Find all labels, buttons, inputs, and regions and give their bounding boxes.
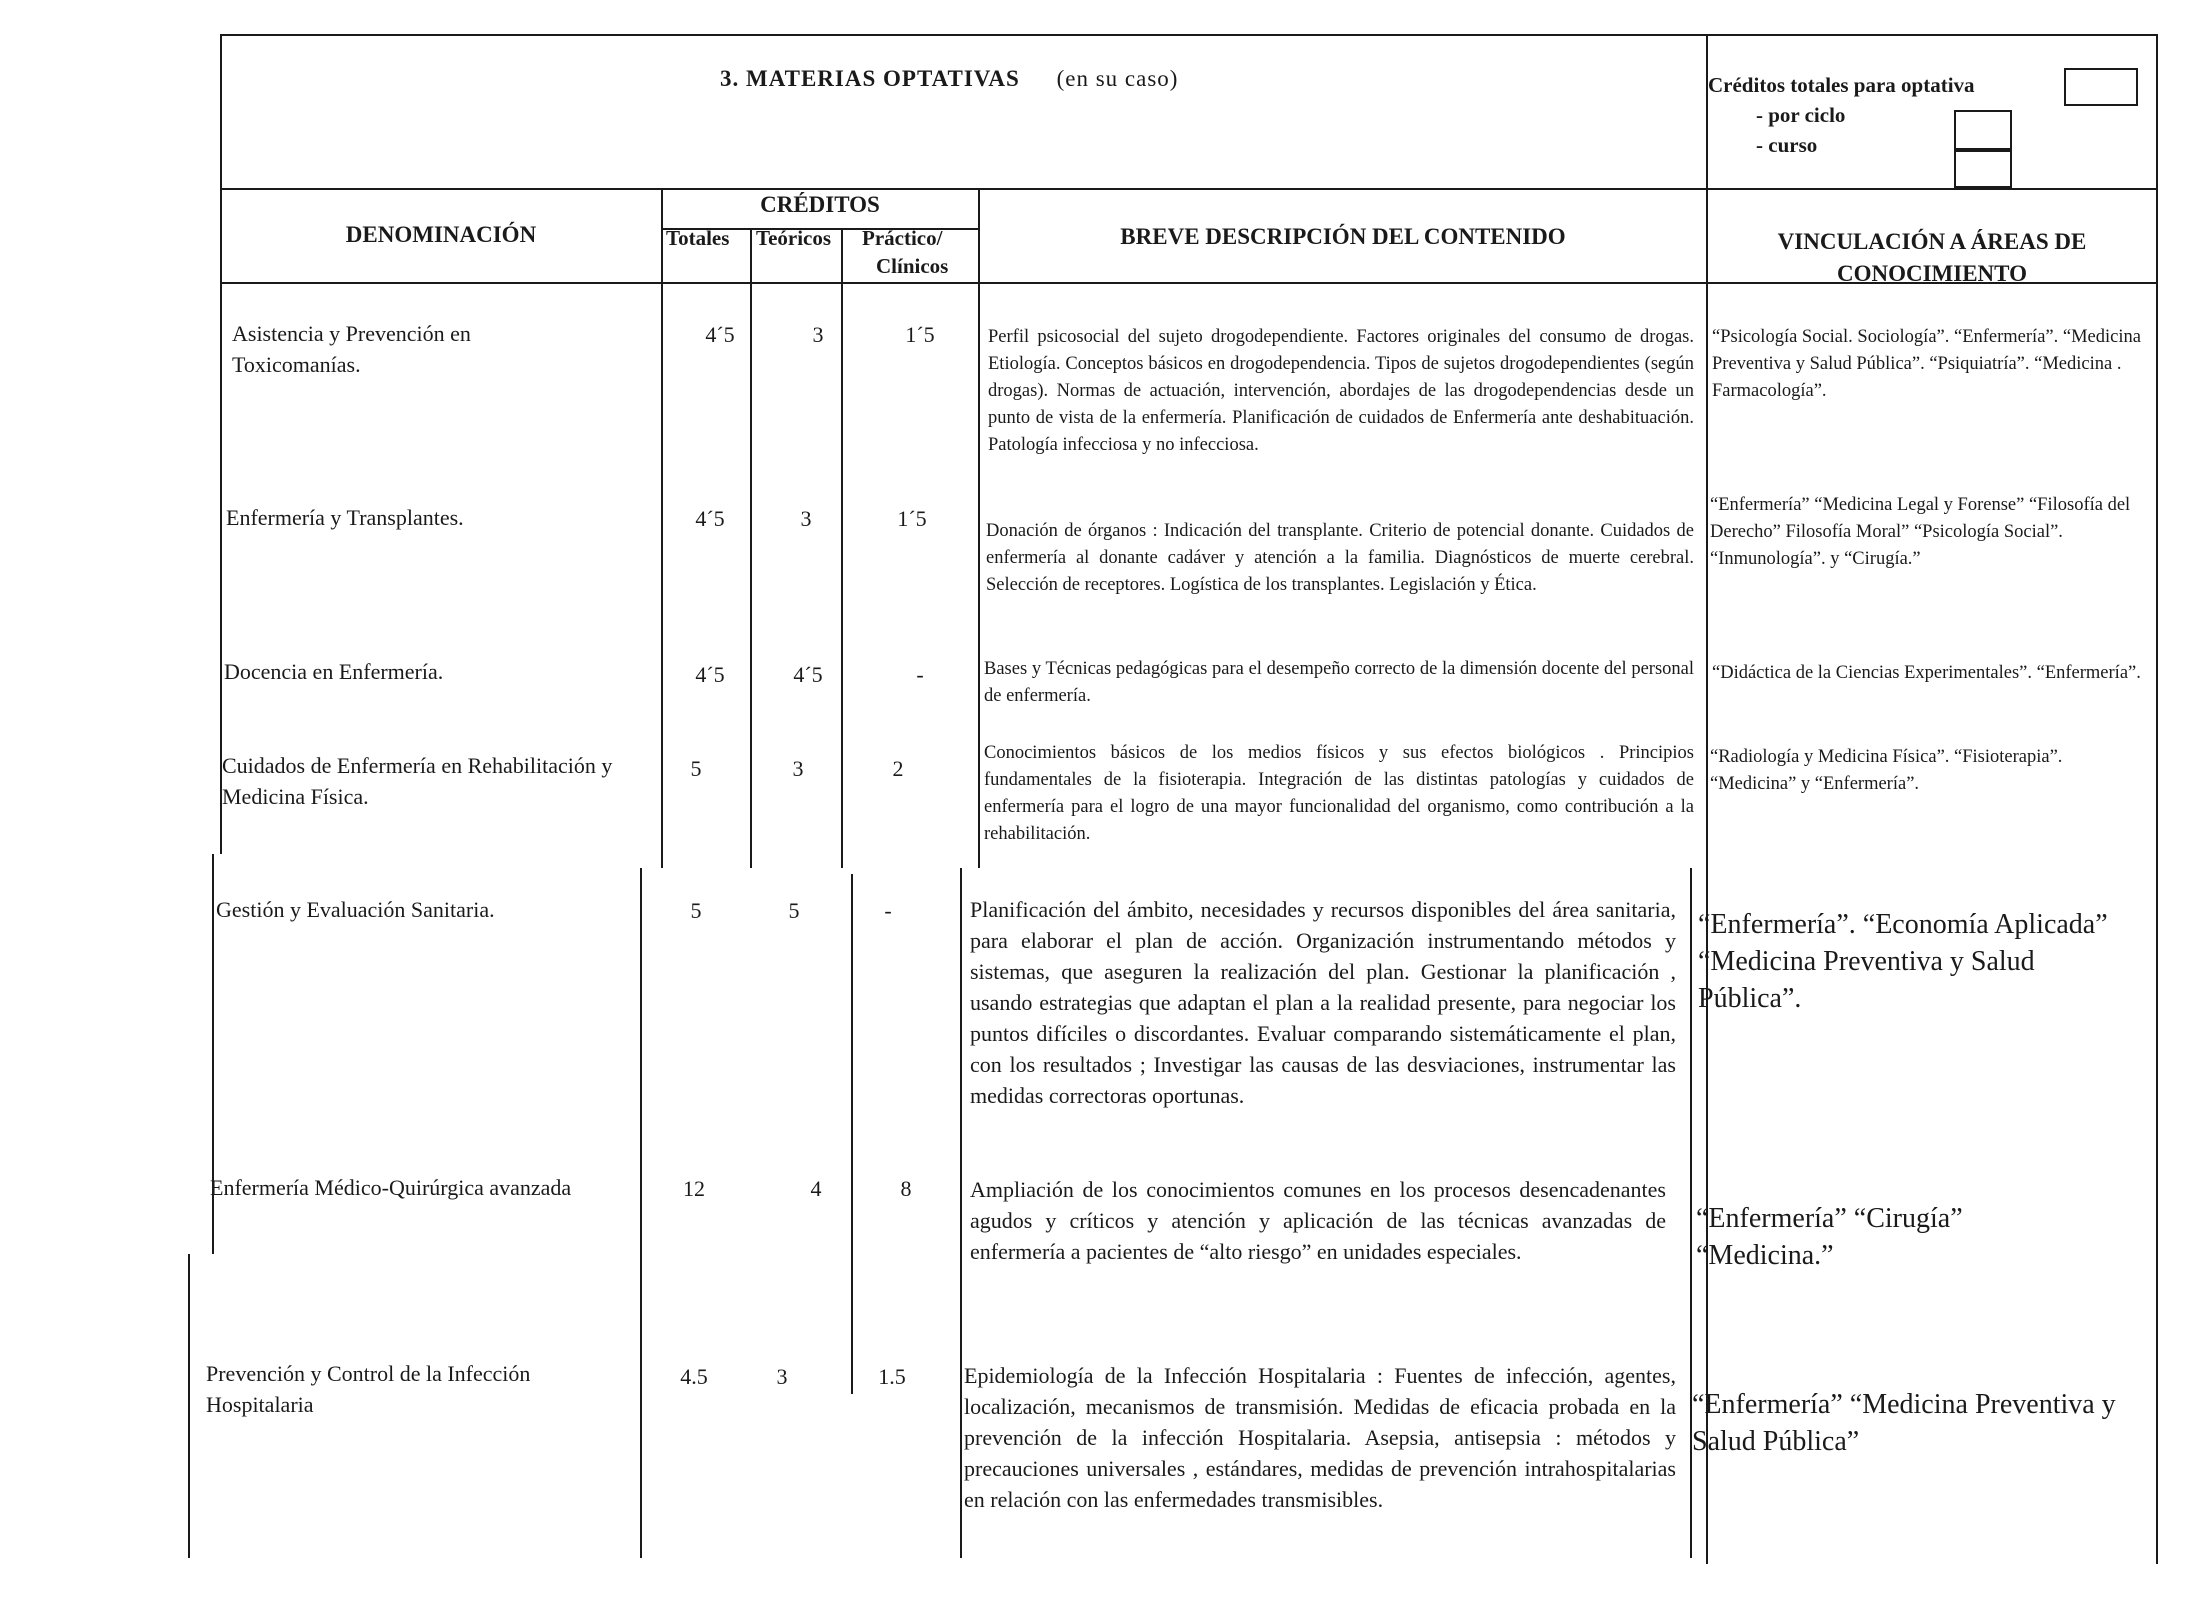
row-name: Prevención y Control de la Infección Hospitalaria: [206, 1361, 531, 1417]
row-description: Ampliación de los conocimientos comunes en los procesos desencadenantes agudos y críticos y atención y aplicación de las técnicas avanzadas de enfermería a pacientes de “alto riesgo” en unidades especiales.: [970, 1177, 1666, 1264]
col-creditos: CRÉDITOS: [760, 192, 880, 217]
row-description: Donación de órganos : Indicación del transplante. Criterio de potencial donante. Cuidados de enfermería al donante cadáver y atención a la familia. Diagnósticos de muerte cerebral. Selección de receptores. Logística de los transplantes. Legislación y Ética.: [986, 521, 1694, 595]
row-totales: 4´5: [695, 662, 725, 687]
row-practicos: -: [884, 898, 892, 923]
col-totales: Totales: [666, 226, 730, 250]
credit-box-line2: - por ciclo: [1756, 103, 1846, 127]
row-practicos: 2: [892, 756, 904, 781]
row-vinculacion: “Radiología y Medicina Física”. “Fisioterapia”. “Medicina” y “Enfermería”.: [1710, 747, 2063, 794]
row-name: Asistencia y Prevención en Toxicomanías.: [232, 321, 471, 377]
row-teoricos: 3: [800, 506, 812, 531]
row-teoricos: 4: [810, 1176, 822, 1201]
row-description: Planificación del ámbito, necesidades y recursos disponibles del área sanitaria, para elaborar el plan de acción. Organización instrumentando métodos y sistemas, que aseguren la realización del plan. Gestionar la planificación , usando estrategias que adaptan el plan a la realidad presente, para negociar los puntos difíciles o discordantes. Evaluar comparando sistemáticamente el plan, con los resultados ; Investigar las causas de las desviaciones, instrumentar las medidas correctoras oportunas.: [970, 897, 1676, 1108]
row-vinculacion: “Didáctica de la Ciencias Experimentales”. “Enfermería”.: [1712, 663, 2141, 683]
row-name: Enfermería y Transplantes.: [226, 505, 464, 530]
credit-box-line3: - curso: [1756, 133, 1818, 157]
row-name: Docencia en Enfermería.: [224, 659, 444, 684]
col-teoricos: Teóricos: [756, 226, 832, 250]
row-description: Epidemiología de la Infección Hospitalaria : Fuentes de infección, agentes, localización, mecanismos de transmisión. Medidas de eficacia probada en la prevención de la infección Hospitalaria. Asepsia, antisepsia : métodos y precauciones universales , estándares, medidas de prevención intrahospitalarias en relación con las enfermedades transmisibles.: [964, 1363, 1676, 1512]
row-totales: 4´5: [705, 322, 735, 347]
row-teoricos: 3: [812, 322, 824, 347]
col-vinculacion-line2: CONOCIMIENTO: [1837, 261, 2027, 286]
row-totales: 12: [683, 1176, 705, 1201]
row-practicos: 1´5: [897, 506, 927, 531]
row-vinculacion: “Psicología Social. Sociología”. “Enfermería”. “Medicina Preventiva y Salud Pública”. “Psiquiatría”. “Medicina . Farmacología”.: [1712, 327, 2141, 401]
section-title-text: 3. MATERIAS OPTATIVAS: [720, 66, 1020, 91]
row-description: Perfil psicosocial del sujeto drogodependiente. Factores originales del consumo de drogas. Etiología. Conceptos básicos en drogodependencia. Tipos de sujetos drogodependientes (según drogas). Normas de actuación, intervención, abordajes de las drogodependencias desde un punto de vista de la enfermería. Planificación de cuidados de Enfermería ante deshabituación. Patología infecciosa y no infecciosa.: [988, 327, 1694, 455]
row-vinculacion: “Enfermería” “Medicina Preventiva y Salud Pública”: [1692, 1389, 2116, 1457]
col-practicos: Práctico/: [862, 226, 943, 250]
row-name: Cuidados de Enfermería en Rehabilitación y Medicina Física.: [222, 753, 613, 809]
section-note: (en su caso): [1056, 66, 1179, 91]
credit-course-box: [1954, 148, 2012, 188]
row-description: Bases y Técnicas pedagógicas para el desempeño correcto de la dimensión docente del personal de enfermería.: [984, 659, 1694, 706]
col-denominacion: DENOMINACIÓN: [345, 222, 537, 247]
credit-box-line1: Créditos totales para optativa: [1708, 73, 1975, 97]
section-title: [720, 66, 1178, 92]
row-practicos: 8: [900, 1176, 912, 1201]
row-vinculacion: “Enfermería” “Medicina Legal y Forense” “Filosofía del Derecho” Filosofía Moral” “Psicología Social”. “Inmunología”. y “Cirugía.”: [1710, 495, 2131, 569]
row-teoricos: 3: [792, 756, 804, 781]
row-teoricos: 5: [788, 898, 800, 923]
row-totales: 5: [690, 898, 702, 923]
row-teoricos: 4´5: [793, 662, 823, 687]
row-practicos: 1´5: [905, 322, 935, 347]
col-clinicos: Clínicos: [876, 254, 949, 278]
credit-total-box: [2064, 68, 2138, 106]
credit-box: [1708, 70, 1975, 160]
col-descripcion: BREVE DESCRIPCIÓN DEL CONTENIDO: [1120, 224, 1566, 249]
row-teoricos: 3: [776, 1364, 788, 1389]
credit-cycle-box: [1954, 110, 2012, 152]
row-vinculacion: “Enfermería”. “Economía Aplicada” “Medicina Preventiva y Salud Pública”.: [1698, 909, 2108, 1014]
row-totales: 4.5: [680, 1364, 708, 1389]
row-totales: 4´5: [695, 506, 725, 531]
row-practicos: -: [916, 662, 924, 687]
col-vinculacion-line1: VINCULACIÓN A ÁREAS DE: [1777, 229, 2087, 254]
col-vinculacion: [1708, 226, 2156, 290]
row-totales: 5: [690, 756, 702, 781]
row-description: Conocimientos básicos de los medios físicos y sus efectos biológicos . Principios fundamentales de la fisioterapia. Integración de las distintas patologías y cuidados de enfermería para el logro de una mayor funcionalidad del organismo, como contribución a la rehabilitación.: [984, 743, 1694, 844]
row-vinculacion: “Enfermería” “Cirugía” “Medicina.”: [1696, 1203, 1963, 1271]
row-name: Gestión y Evaluación Sanitaria.: [216, 897, 495, 922]
row-practicos: 1.5: [878, 1364, 906, 1389]
row-name: Enfermería Médico-Quirúrgica avanzada: [210, 1175, 572, 1200]
